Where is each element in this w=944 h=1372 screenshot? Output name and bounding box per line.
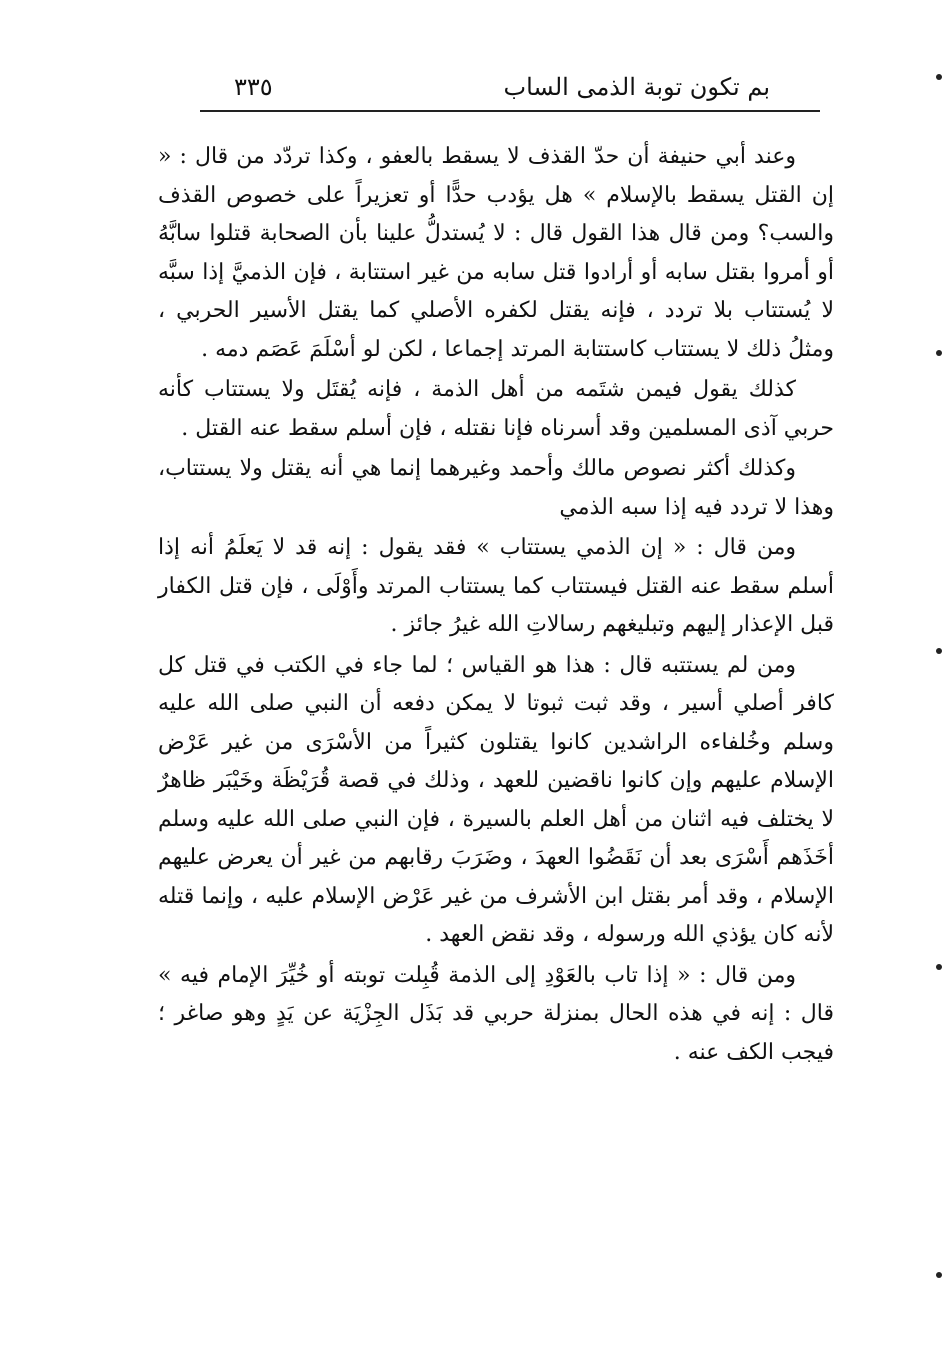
- margin-mark: [936, 648, 942, 654]
- paragraph-6: ومن قال : « إذا تاب بالعَوْدِ إلى الذمة قُبِلت توبته أو خُيِّرَ الإمام فيه » قال : إنه في هذه الحال بمنزلة حربي قد بَذَل الجِزْيَة عن يَدٍ وهو صاغر ؛ فيجب الكف عنه .: [158, 962, 834, 1065]
- paragraph-4: ومن قال : « إن الذمي يستتاب » فقد يقول : إنه قد لا يَعلَمُ أنه إذا أسلم سقط عنه القتل فيستتاب كما يستتاب المرتد وأَوْلَى ، فإن قتل الكفار قبل الإعذار إليهم وتبليغهم رسالاتِ الله غيرُ جائز .: [158, 535, 834, 637]
- page-header: [200, 72, 820, 108]
- running-title: بم تكون توبة الذمى الساب: [503, 73, 770, 101]
- paragraph-5: ومن لم يستتبه قال : هذا هو القياس ؛ لما جاء في الكتب في قتل كل كافر أصلي أسير ، وقد ثبت ثبوتا لا يمكن دفعه أن النبي صلى الله عليه وسلم وخُلفاءه الراشدين كانوا يقتلون كثيراً من الأسْرَى من غير عَرْض الإسلام عليهم وإن كانوا ناقضين للعهد ، وذلك في قصة قُرَيْظَة وخَيْبَر ظاهرٌ لا يختلف فيه اثنان من أهل العلم بالسيرة ، فإن النبي صلى الله عليه وسلم أخَذَهم أَسْرَى بعد أن نَقَضُوا العهدَ ، وضَرَبَ رقابهم من غير أن يعرض عليهم الإسلام ، وقد أمر بقتل ابن الأشرف من غير عَرْض الإسلام عليه ، وإنما قتله لأنه كان يؤذي الله ورسوله ، وقد نقض العهد .: [158, 652, 834, 947]
- margin-mark: [936, 1272, 942, 1278]
- paragraph-1: وعند أبي حنيفة أن حدّ القذف لا يسقط بالعفو ، وكذا تردّد من قال : « إن القتل يسقط بالإسلام » هل يؤدب حدًّا أو تعزيراً على خصوص القذف والسب؟ ومن قال هذا القول قال : لا يُستدلُّ علينا بأن الصحابة قتلوا سابَّهُ أو أمروا بقتل سابه أو أرادوا قتل سابه من غير استتابة ، فإن الذميَّ إذا سبَّه لا يُستتاب بلا تردد ، فإنه يقتل لكفره الأصلي كما يقتل الأسير الحربي ، ومثلُ ذلك لا يستتاب كاستتابة المرتد إجماعا ، لكن لو أسْلَمَ عَصَم دمه .: [158, 144, 834, 362]
- paragraph-3: وكذلك أكثر نصوص مالك وأحمد وغيرهما إنما هي أنه يقتل ولا يستتاب، وهذا لا تردد فيه إذا سبه الذمي: [158, 456, 834, 520]
- margin-mark: [936, 350, 942, 356]
- header-rule: [200, 110, 820, 112]
- paragraph-2: كذلك يقول فيمن شتَمه من أهل الذمة ، فإنه يُقتَل ولا يستتاب كأنه حربي آذى المسلمين وقد أسرناه فإنا نقتله ، فإن أسلم سقط عنه القتل .: [158, 377, 834, 441]
- page-number: ٣٣٥: [234, 73, 273, 101]
- page-body: [158, 138, 834, 1072]
- margin-mark: [936, 964, 942, 970]
- margin-mark: [936, 74, 942, 80]
